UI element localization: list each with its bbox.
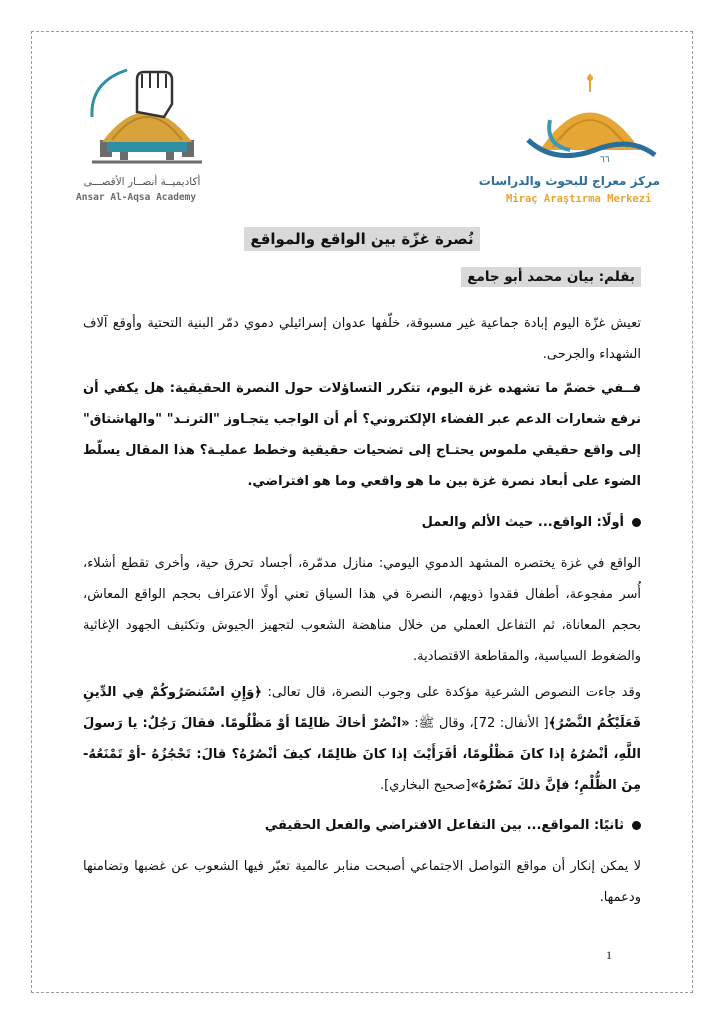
section-2-heading <box>265 818 641 833</box>
hadith-source: [صحيح البخاري]. <box>379 778 471 793</box>
section-1-paragraph-1: الواقع في غزة يختصره المشهد الدموي اليومي: منازل مدمّرة، أجساد تحرق حية، وأخرى تقطع أشلاء، أُسر مفجوعة، أطفال فقدوا ذويهم، النصرة في هذا السياق تعني أولًا الاعتراف بحجم الواقع المعاش، بحجم المعاناة، ثم التفاعل العملي من خلال مناهضة الشعوب لتجهيز الجيوش وتكثيف الجهود الإغاثية والضغوط السياسية، والمقاطعة الاقتصادية. <box>83 556 641 664</box>
intro-paragraph: تعيش غزّة اليوم إبادة جماعية غير مسبوقة، خلّفها عدوان إسرائيلي دموي دمّر البنية التحتية وأوقع آلاف الشهداء والجرحى. <box>83 316 641 362</box>
quran-verse: ﴿وَإِنِ اسْتَنصَرُوكُمْ فِي الدِّينِ فَعَلَيْكُمُ النَّصْرُ﴾ <box>83 685 641 731</box>
page-number: 1 <box>606 948 612 962</box>
dome-calligraphy-icon <box>500 70 670 170</box>
section-2-heading-text: ثانيًا: المواقع... بين التفاعل الافتراضي والفعل الحقيقي <box>264 818 624 833</box>
p2-intro: وقد جاءت النصوص الشرعية مؤكدة على وجوب النصرة، قال تعالى: <box>261 685 641 700</box>
section-1-heading <box>422 515 641 530</box>
bullet-icon <box>632 821 641 830</box>
article-title-text: نُصرة غزّة بين الواقع والمواقع <box>244 227 479 251</box>
mirac-center-logo <box>478 70 670 220</box>
right-logo-caption-ar: مركز معراج للبحوث والدراسات <box>478 174 660 188</box>
section-1-paragraph-2 <box>83 677 641 801</box>
dome-fist-icon <box>72 62 222 172</box>
hadith-text: «انْصُرْ أخاكَ ظالِمًا أوْ مَظْلُومًا. فقالَ رَجُلٌ: يا رَسولَ اللَّهِ، أنْصُرُهُ إذا كانَ مَظْلُومًا، أفَرَأَيْتَ إذا كانَ ظالِمًا، كيفَ أنْصُرُهُ؟ قالَ: تَحْجُزُهُ -أوْ تَمْنَعُهُ- مِنَ الظُّلْمِ؛ فإنَّ ذلكَ نَصْرُهُ» <box>83 716 641 793</box>
section-1-heading-text: أولًا: الواقع... حيث الألم والعمل <box>421 515 624 530</box>
left-logo-caption-en: Ansar Al-Aqsa Academy <box>76 192 197 203</box>
left-logo-caption-ar: أكاديميــة أنصــار الأقصـــى <box>83 176 201 188</box>
article-title <box>0 229 724 248</box>
svg-text:٦٦: ٦٦ <box>600 155 610 165</box>
article-author <box>461 266 641 285</box>
section-2-paragraph-1: لا يمكن إنكار أن مواقع التواصل الاجتماعي أصبحت منابر عالمية تعبّر فيها الشعوب عن غضبها وتضامنها ودعمها. <box>83 859 641 905</box>
ansar-al-aqsa-logo <box>72 62 222 212</box>
verse-reference: [ الأنفال: 72]، وقال ﷺ: <box>409 716 549 731</box>
bullet-icon <box>632 518 641 527</box>
lead-paragraph: فــفي خضمّ ما تشهده غزة اليوم، تتكرر التساؤلات حول النصرة الحقيقية: هل يكفي أن نرفع شعارات الدعم عبر الفضاء الإلكتروني؟ أم أن الواجب يتجـاوز "الترنـد" "والهاشتاق" إلى واقع حقيقي ملموس يحتـاج إلى تضحيات حقيقية وخطط عمليـة؟ هذا المقال يسلّط الضوء على أبعاد نصرة غزة بين ما هو واقعي وما هو افتراضي. <box>83 381 641 489</box>
author-text: بقلم: بيان محمد أبو جامع <box>461 267 641 287</box>
right-logo-caption-tr: Miraç Araştırma Merkezi <box>506 193 652 205</box>
